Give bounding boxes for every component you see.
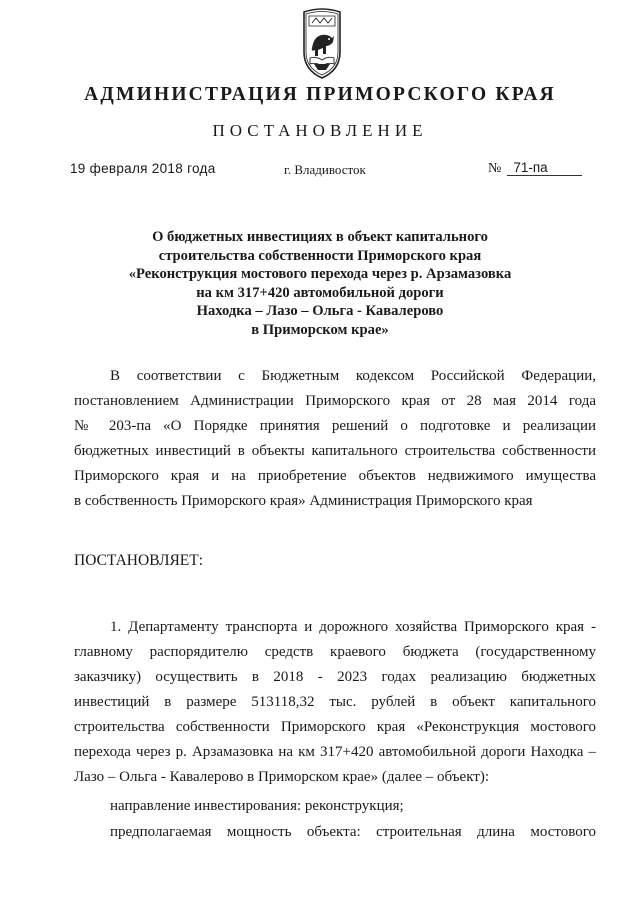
subitem-capacity: предполагаемая мощность объекта: строительная длина мостового: [110, 824, 596, 840]
text-line: Лазо – Ольга - Кавалерово в Приморском крае» (далее – объект):: [74, 769, 490, 785]
item-1-paragraph: [74, 615, 596, 790]
text-line: перехода через р. Арзамазовка на км 317+420 автомобильной дороги Находка –: [74, 744, 596, 760]
number-prefix: №: [488, 161, 502, 176]
text-line: В соответствии с Бюджетным кодексом Российской Федерации,: [110, 368, 596, 384]
text-line: № 203-па «О Порядке принятия решений о подготовке и реализации: [74, 418, 596, 434]
document-date: 19 февраля 2018 года: [70, 161, 216, 176]
title-line: строительства собственности Приморского края: [158, 247, 482, 264]
title-line: на км 317+420 автомобильной дороги: [196, 284, 444, 301]
number-value: 71-па: [507, 160, 581, 176]
text-line: Приморского края и на приобретение объектов недвижимого имущества: [74, 468, 596, 484]
organization-name: АДМИНИСТРАЦИЯ ПРИМОРСКОГО КРАЯ: [84, 84, 556, 105]
document-number: [488, 160, 582, 177]
title-line: в Приморском крае»: [251, 321, 389, 338]
coat-of-arms-icon: [296, 8, 348, 80]
preamble-paragraph: [74, 364, 596, 514]
resolve-heading: ПОСТАНОВЛЯЕТ:: [74, 552, 204, 569]
subitem-investment-direction: направление инвестирования: реконструкция;: [110, 798, 404, 814]
title-line: О бюджетных инвестициях в объект капитального: [152, 229, 488, 245]
title-line: «Реконструкция мостового перехода через р. Арзамазовка: [128, 266, 512, 283]
title-line: Находка – Лазо – Ольга - Кавалерово: [196, 303, 444, 320]
text-line: заказчику) осуществить в 2018 - 2023 годах реализацию бюджетных: [74, 669, 596, 685]
document-city: г. Владивосток: [284, 162, 366, 177]
text-line: в собственность Приморского края» Администрация Приморского края: [74, 493, 533, 509]
text-line: бюджетных инвестиций в объекты капитального строительства собственности: [74, 443, 596, 459]
text-line: инвестиций в размере 513118,32 тыс. рублей в объект капитального: [74, 694, 596, 710]
text-line: главному распорядителю средств краевого бюджета (государственному: [74, 644, 596, 660]
text-line: 1. Департаменту транспорта и дорожного хозяйства Приморского края -: [110, 619, 596, 635]
text-line: строительства собственности Приморского края «Реконструкция мостового: [74, 719, 596, 735]
document-title: [60, 228, 580, 340]
text-line: постановлением Администрации Приморского края от 28 мая 2014 года: [74, 393, 596, 409]
document-type: ПОСТАНОВЛЕНИЕ: [212, 121, 428, 140]
